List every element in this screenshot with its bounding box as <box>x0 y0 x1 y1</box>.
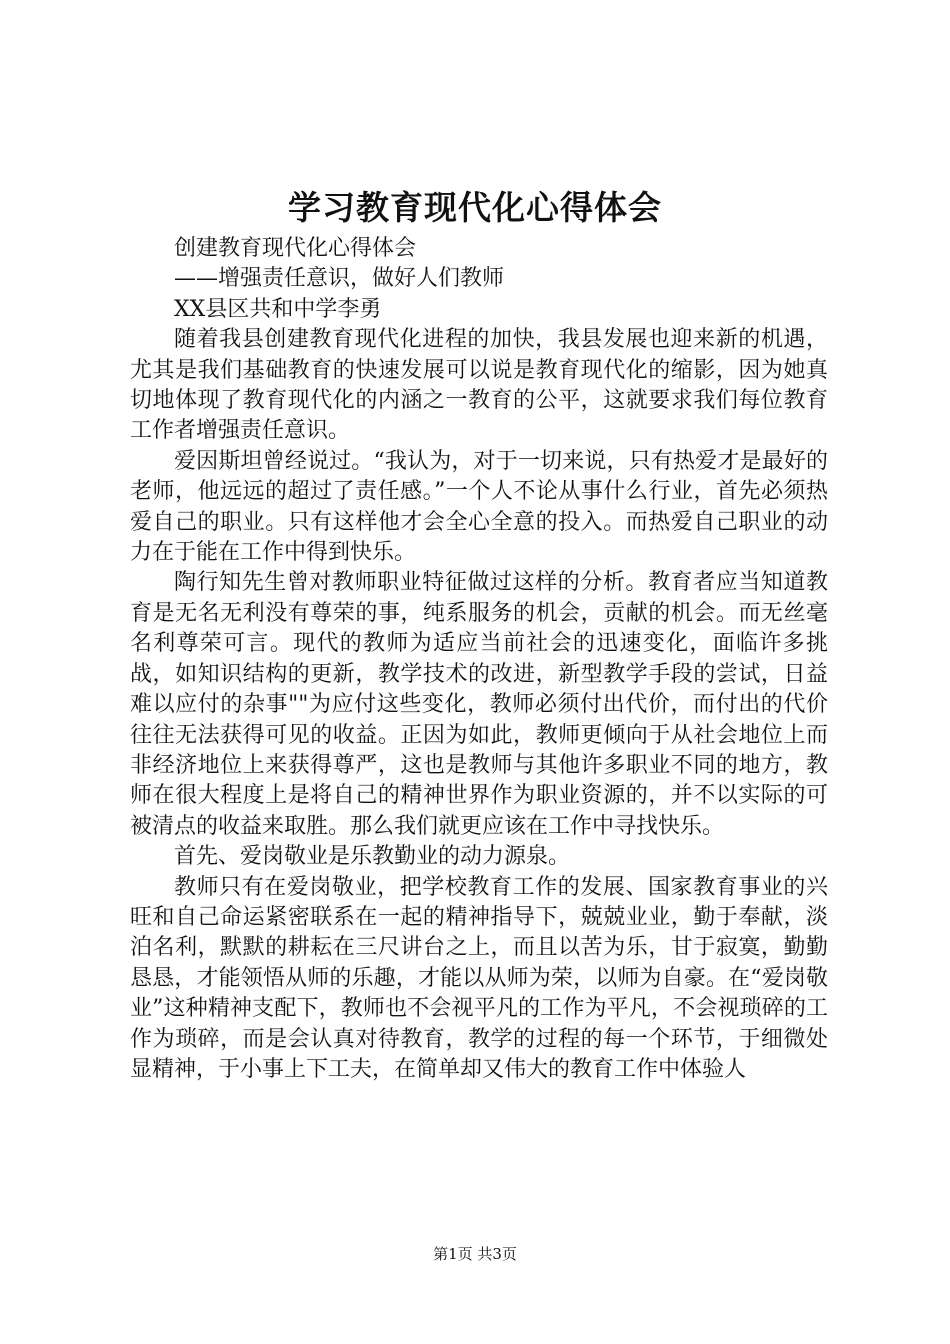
paragraph: 教师只有在爱岗敬业，把学校教育工作的发展、国家教育事业的兴旺和自己命运紧密联系在一起的精神指导下，兢兢业业，勤于奉献，淡泊名利，默默的耕耘在三尺讲台之上，而且以苦为乐，甘于寂寞，勤勤恳恳，才能领悟从师的乐趣，才能以从师为荣，以师为自豪。在“爱岗敬业”这种精神支配下，教师也不会视平凡的工作为平凡，不会视琐碎的工作为琐碎，而是会认真对待教育，教学的过程的每一个环节，于细微处显精神，于小事上下工夫，在简单却又伟大的教育工作中体验人 <box>130 874 828 1082</box>
paragraph: 陶行知先生曾对教师职业特征做过这样的分析。教育者应当知道教育是无名无利没有尊荣的事，纯系服务的机会，贡献的机会。而无丝毫名利尊荣可言。现代的教师为适应当前社会的迅速变化，面临许多挑战，如知识结构的更新，教学技术的改进，新型教学手段的尝试，日益难以应付的杂事""为应付这些变化，教师必须付出代价，而付出的代价往往无法获得可见的收益。正因为如此，教师更倾向于从社会地位上而非经济地位上来获得尊严，这也是教师与其他许多职业不同的地方，教师在很大程度上是将自己的精神世界作为职业资源的，并不以实际的可被清点的收益来取胜。那么我们就更应该在工作中寻找快乐。 <box>130 570 828 839</box>
paragraph-author: XX县区共和中学李勇 <box>174 296 382 322</box>
document-body <box>130 234 828 1085</box>
paragraph-subtitle: 创建教育现代化心得体会 <box>174 236 417 261</box>
page-number-footer: 第1页 共3页 <box>433 1245 517 1263</box>
paragraph-tagline: ——增强责任意识，做好人们教师 <box>174 266 505 292</box>
paragraph: 首先、爱岗敬业是乐教勤业的动力源泉。 <box>174 844 571 870</box>
paragraph: 随着我县创建教育现代化进程的加快，我县发展也迎来新的机遇，尤其是我们基础教育的快速发展可以说是教育现代化的缩影，因为她真切地体现了教育现代化的内涵之一教育的公平，这就要求我们每位教育工作者增强责任意识。 <box>130 327 828 444</box>
document-title: 学习教育现代化心得体会 <box>288 188 662 227</box>
paragraph: 爱因斯坦曾经说过。“我认为，对于一切来说，只有热爱才是最好的老师，他远远的超过了责任感。”一个人不论从事什么行业，首先必须热爱自己的职业。只有这样他才会全心全意的投入。而热爱自己职业的动力在于能在工作中得到快乐。 <box>130 448 828 566</box>
